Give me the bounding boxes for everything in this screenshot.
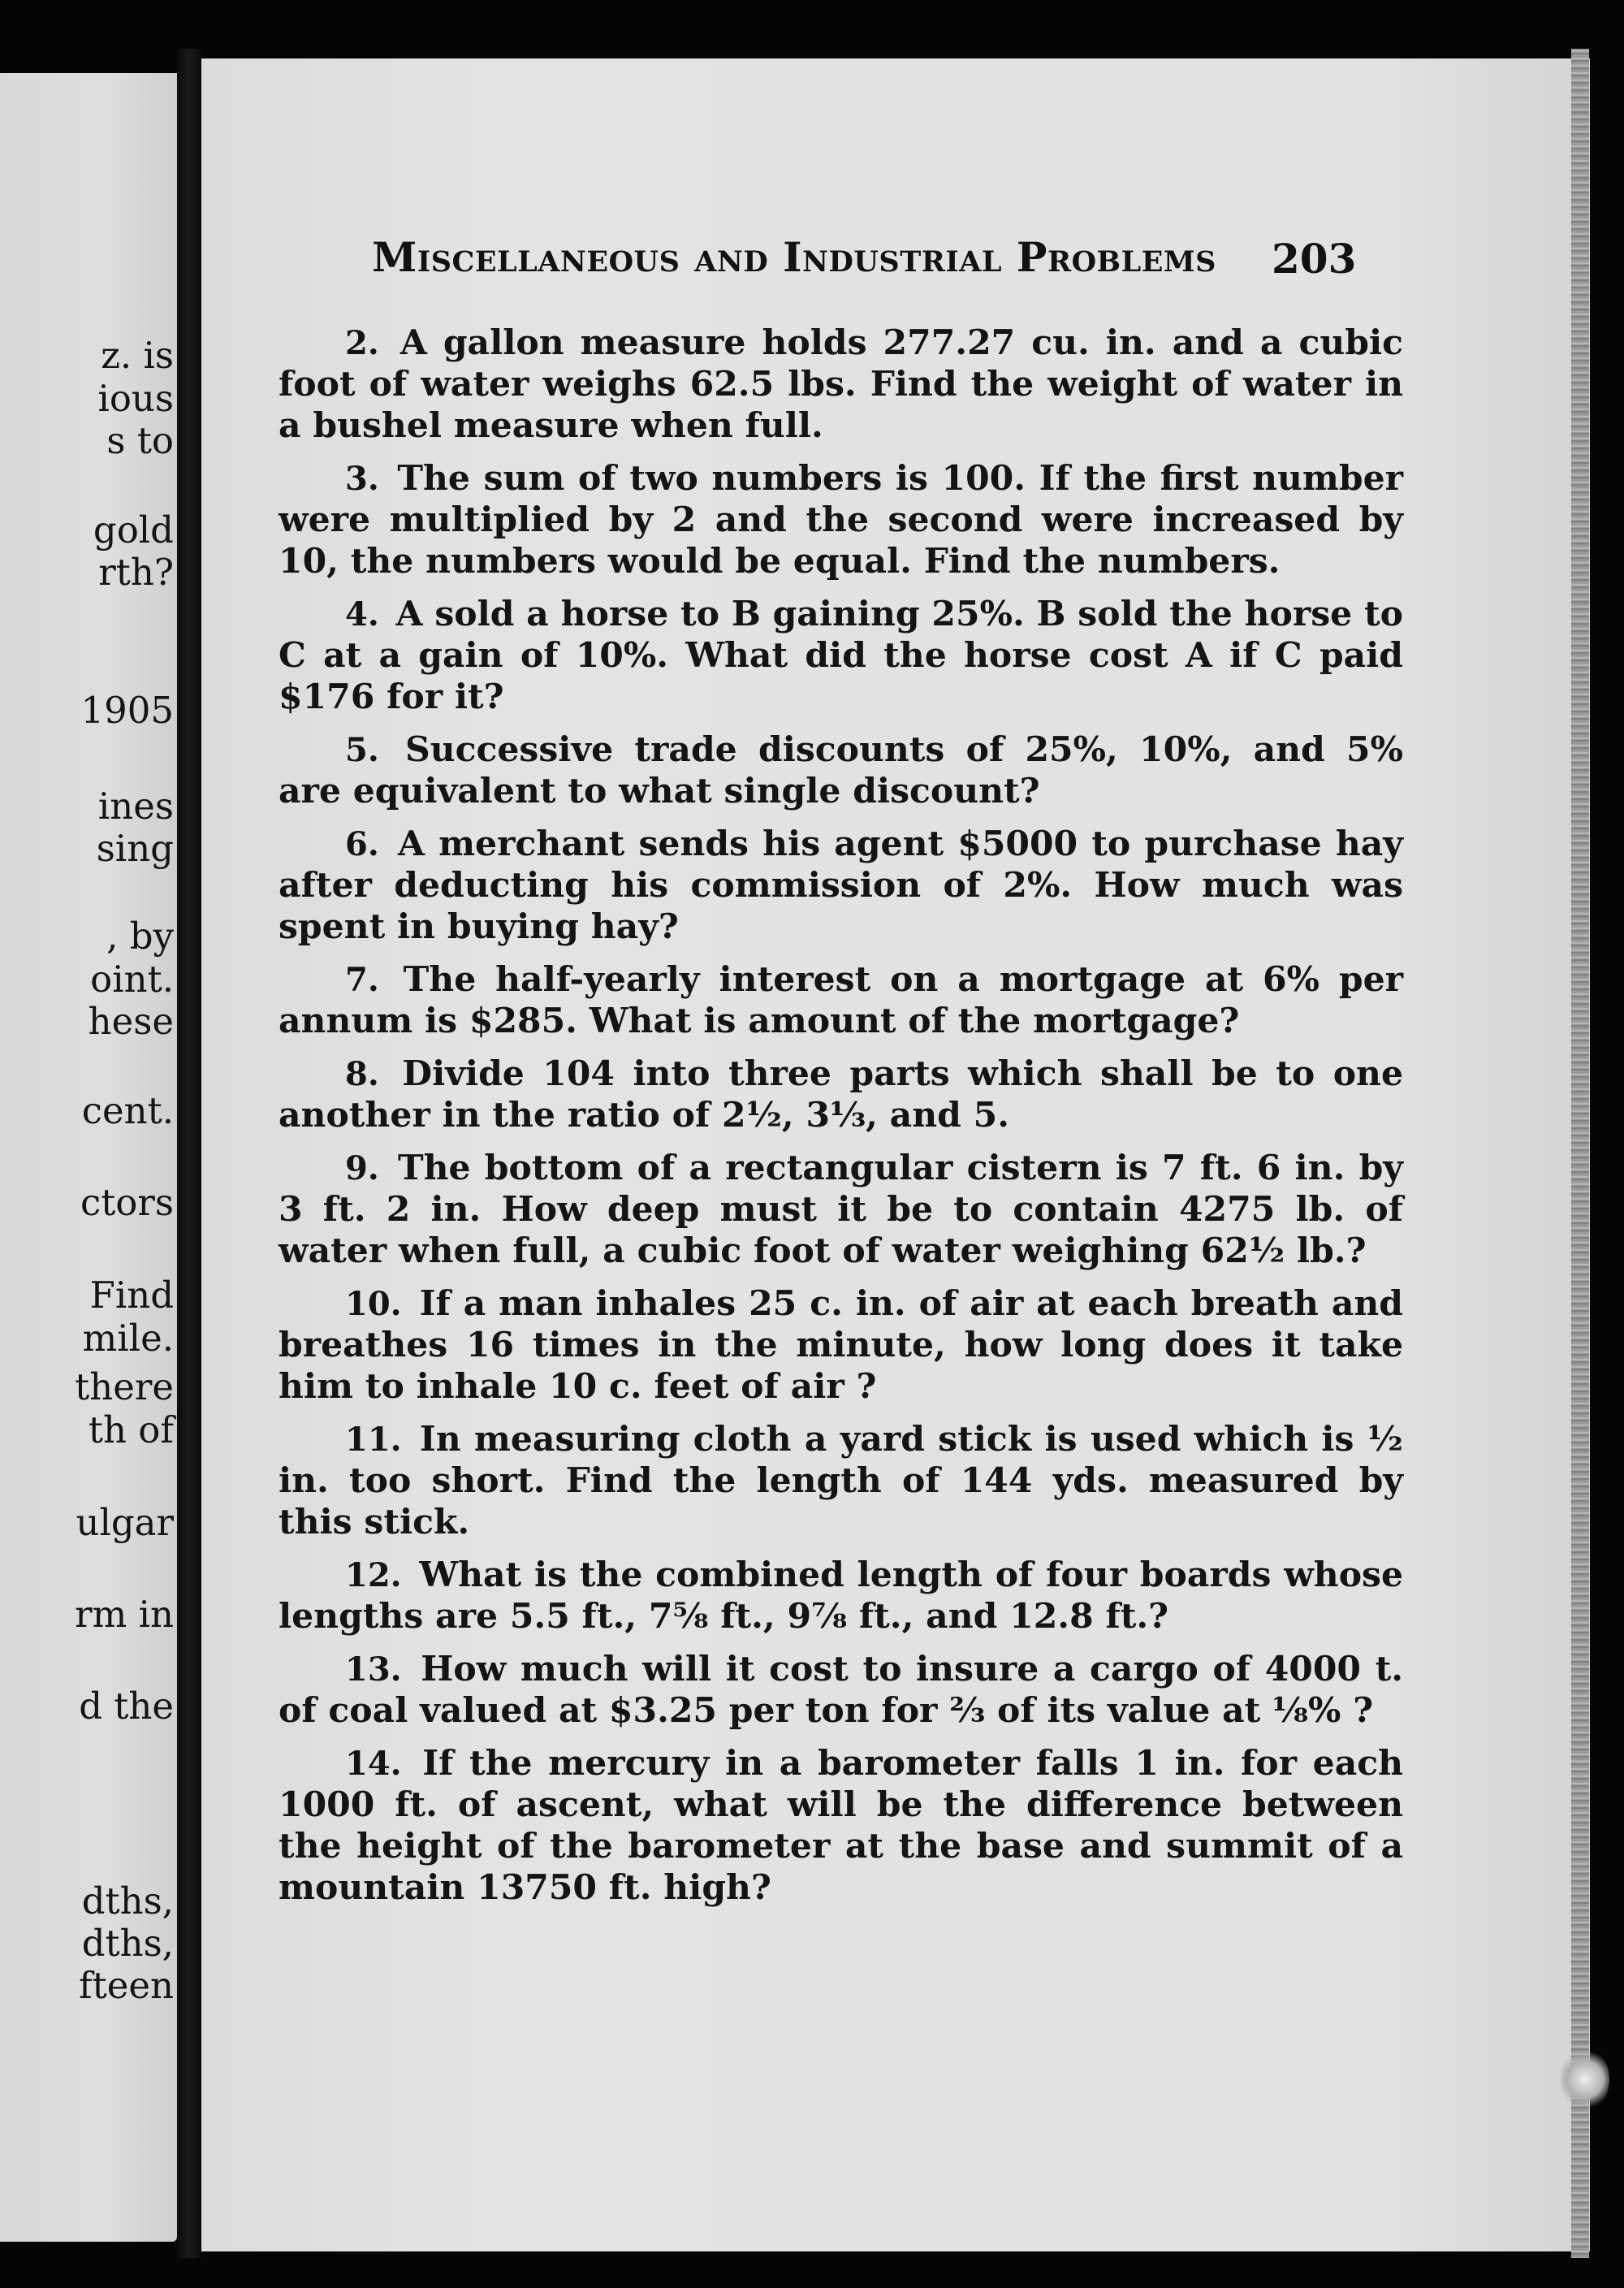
problem-item xyxy=(279,959,1403,1042)
problem-item xyxy=(279,1053,1403,1136)
problem-number: 13. xyxy=(345,1650,402,1689)
problem-text: What is the combined length of four boards whose lengths are 5.5 ft., 7⅝ ft., 9⅞ ft., and 12.8 ft.? xyxy=(279,1555,1404,1637)
problem-item xyxy=(279,1283,1403,1408)
left-page-text-fragment: 1905 xyxy=(80,689,174,732)
problem-number: 3. xyxy=(345,460,379,498)
problem-item xyxy=(279,1419,1403,1543)
problem-text: The sum of two numbers is 100. If the first number were multiplied by 2 and the second were increased by 10, the numbers would be equal. Find the numbers. xyxy=(279,458,1404,582)
problem-text: Successive trade discounts of 25%, 10%, and 5% are equivalent to what single discount? xyxy=(279,729,1403,811)
left-page-text-fragment: there xyxy=(75,1365,174,1408)
problem-number: 12. xyxy=(345,1556,402,1594)
problem-text: A sold a horse to B gaining 25%. B sold the horse to C at a gain of 10%. What did the horse cost A if C paid $176 for it? xyxy=(279,594,1403,717)
problem-item xyxy=(279,322,1403,447)
book-gutter xyxy=(177,49,201,2258)
left-page-edge xyxy=(0,73,177,2242)
problem-number: 8. xyxy=(345,1055,379,1093)
problem-number: 7. xyxy=(345,961,379,999)
page-number: 203 xyxy=(1272,235,1357,283)
left-page-text-fragment: ines xyxy=(97,785,174,828)
problem-item xyxy=(279,824,1403,948)
left-page-text-fragment: gold xyxy=(93,508,174,551)
problem-item xyxy=(279,1148,1403,1272)
left-page-text-fragment: mile. xyxy=(82,1317,174,1360)
problem-number: 14. xyxy=(345,1745,402,1783)
problem-number: 4. xyxy=(345,595,379,634)
problem-text: A gallon measure holds 277.27 cu. in. and a cubic foot of water weighs 62.5 lbs. Find the weight of water in a bushel measure when full. xyxy=(279,322,1403,446)
problem-number: 2. xyxy=(345,324,379,362)
left-page-text-fragment: Find xyxy=(89,1274,174,1317)
problem-number: 11. xyxy=(345,1421,402,1459)
problem-text: In measuring cloth a yard stick is used which is ½ in. too short. Find the length of 144 yds. measured by this stick. xyxy=(279,1419,1403,1542)
problem-number: 9. xyxy=(345,1149,379,1187)
left-page-text-fragment: hese xyxy=(88,1000,174,1043)
right-page xyxy=(201,58,1590,2251)
left-page-text-fragment: d the xyxy=(79,1685,174,1728)
problem-text: Divide 104 into three parts which shall be to one another in the ratio of 2½, 3⅓, and 5. xyxy=(279,1053,1404,1135)
left-page-text-fragment: fteen xyxy=(79,1964,174,2007)
left-page-text-fragment: oint. xyxy=(90,958,174,1001)
problem-number: 5. xyxy=(345,731,379,769)
page-edge-stack xyxy=(1571,49,1589,2258)
problem-item xyxy=(279,1649,1403,1732)
left-page-text-fragment: z. is xyxy=(101,334,174,377)
left-page-text-fragment: dths, xyxy=(81,1922,174,1965)
problem-item xyxy=(279,594,1403,718)
scan-artifact xyxy=(1561,2047,1609,2112)
left-page-text-fragment: ious xyxy=(97,377,174,420)
left-page-text-fragment: rth? xyxy=(98,551,174,594)
problem-text: If the mercury in a barometer falls 1 in. for each 1000 ft. of ascent, what will be the difference between the height of the barometer at the base and summit of a mountain 13750 ft. high? xyxy=(279,1743,1404,1908)
left-page-text-fragment: ulgar xyxy=(76,1501,174,1544)
problem-number: 6. xyxy=(345,825,379,863)
problem-text: The bottom of a rectangular cistern is 7 ft. 6 in. by 3 ft. 2 in. How deep must it be to contain 4275 lb. of water when full, a cubic foot of water weighing 62½ lb.? xyxy=(279,1148,1404,1271)
left-page-text-fragment: s to xyxy=(106,419,174,462)
running-head-title: Miscellaneous and Industrial Problems xyxy=(372,233,1216,281)
problem-text: If a man inhales 25 c. in. of air at each breath and breathes 16 times in the minute, how long does it take him to inhale 10 c. feet of air ? xyxy=(279,1283,1404,1407)
left-page-text-fragment: , by xyxy=(106,915,174,958)
left-page-text-fragment: cent. xyxy=(81,1089,174,1132)
problem-item xyxy=(279,458,1403,582)
left-page-text-fragment: th of xyxy=(88,1408,174,1451)
problem-list xyxy=(279,322,1403,1920)
problem-number: 10. xyxy=(345,1285,402,1323)
left-page-text-fragment: ctors xyxy=(80,1181,174,1224)
problem-item xyxy=(279,729,1403,812)
problem-item xyxy=(279,1555,1403,1637)
left-page-text-fragment: sing xyxy=(96,827,174,870)
problem-text: The half-yearly interest on a mortgage at 6% per annum is $285. What is amount of the mortgage? xyxy=(279,959,1404,1041)
problem-text: A merchant sends his agent $5000 to purchase hay after deducting his commission of 2%. How much was spent in buying hay? xyxy=(279,824,1403,947)
left-page-text-fragment: rm in xyxy=(75,1593,174,1636)
left-page-text-fragment: dths, xyxy=(81,1879,174,1923)
problem-item xyxy=(279,1743,1403,1909)
problem-text: How much will it cost to insure a cargo of 4000 t. of coal valued at $3.25 per ton for ⅔ of its value at ⅛% ? xyxy=(279,1649,1404,1731)
